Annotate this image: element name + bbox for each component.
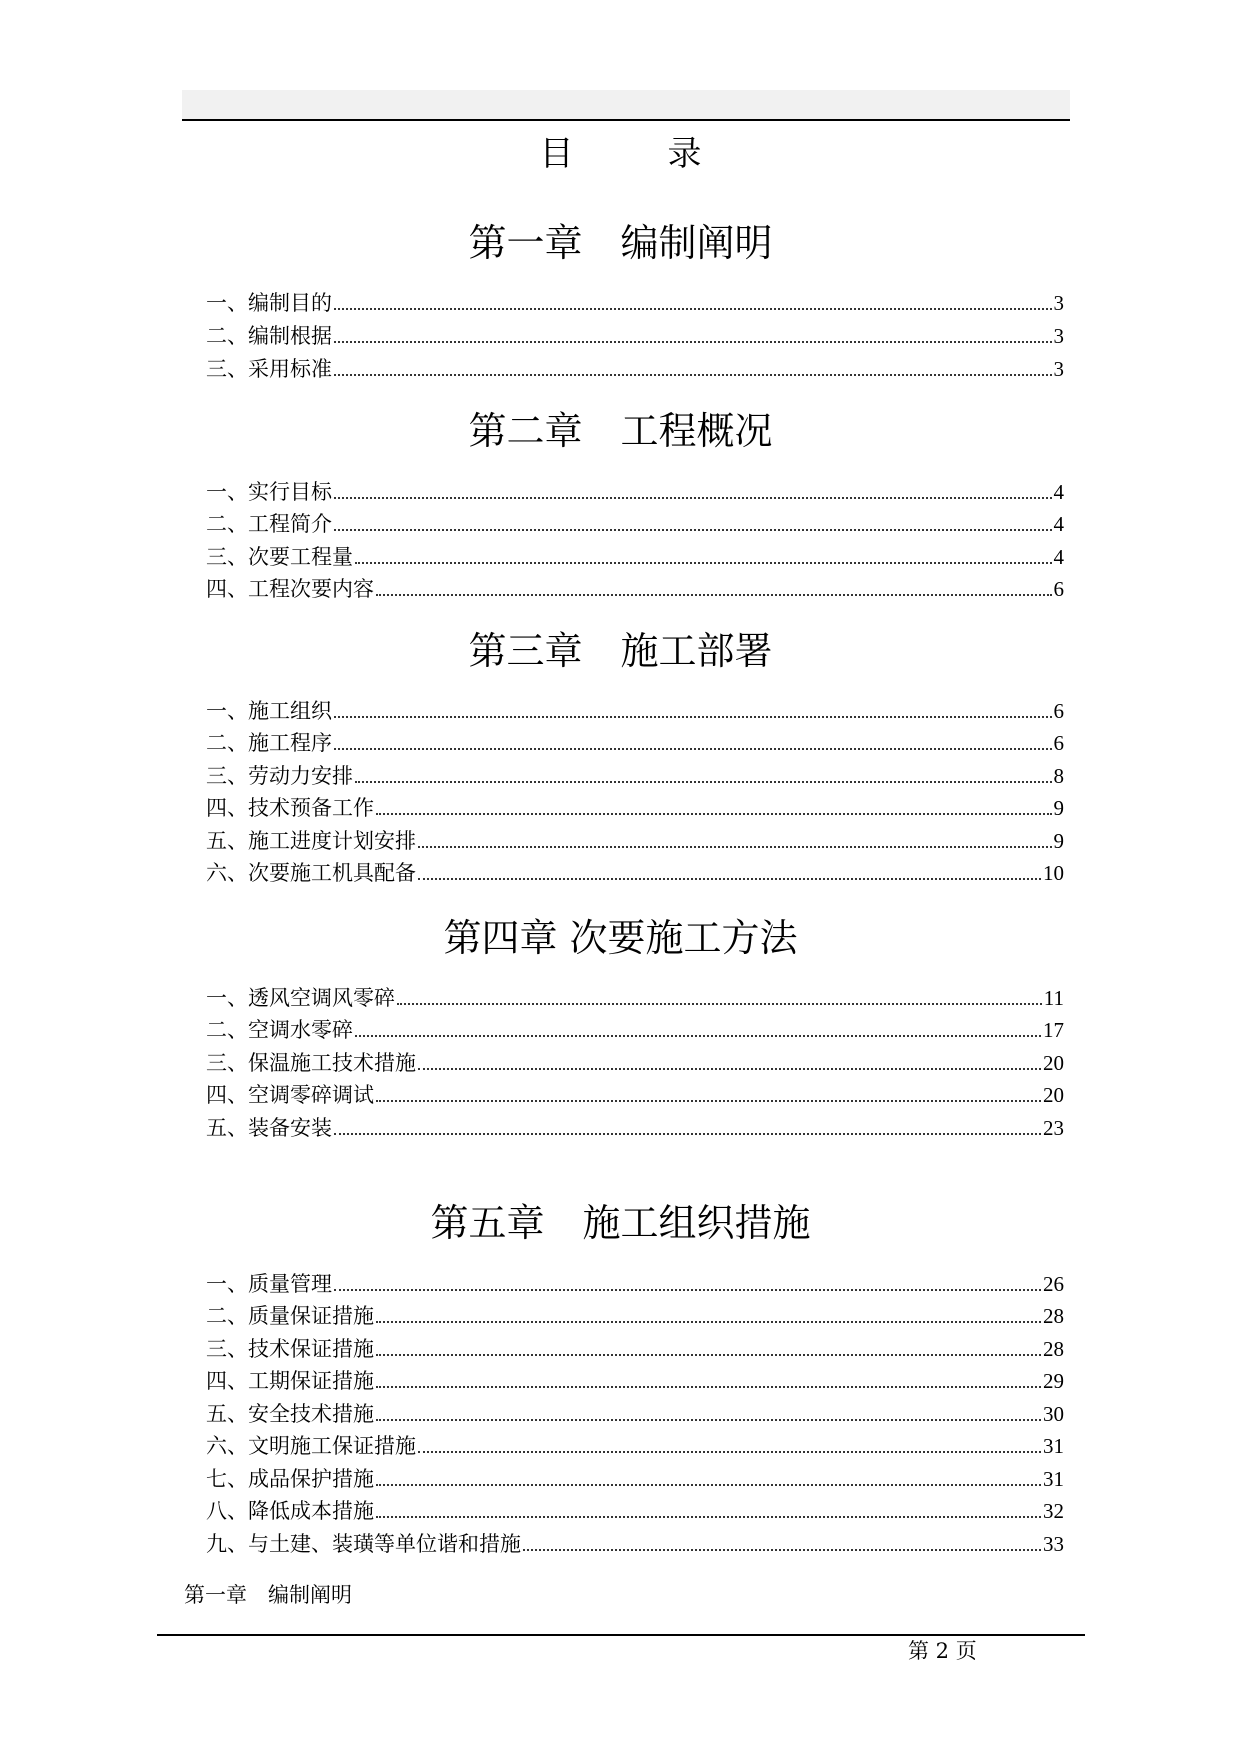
toc-leader-dots (523, 1549, 1041, 1551)
toc-entry[interactable] (206, 694, 1064, 724)
toc-entry-page: 28 (1043, 1304, 1064, 1328)
toc-leader-dots (334, 748, 1052, 750)
toc-leader-dots (376, 1516, 1041, 1518)
toc-entry[interactable] (206, 1299, 1064, 1329)
toc-leader-dots (376, 1354, 1041, 1356)
toc-entry-page: 6 (1053, 577, 1064, 601)
toc-leader-dots (418, 1451, 1041, 1453)
toc-entry[interactable] (206, 1046, 1064, 1076)
toc-leader-dots (334, 308, 1052, 310)
toc-leader-dots (355, 1035, 1041, 1037)
toc-entry-page: 31 (1043, 1434, 1064, 1458)
toc-entry-label: 四、工程次要内容 (206, 577, 374, 601)
toc-entry-page: 30 (1043, 1402, 1064, 1426)
toc-entry[interactable] (206, 1332, 1064, 1362)
toc-entry-page: 17 (1043, 1018, 1064, 1042)
toc-entry-page: 23 (1043, 1116, 1064, 1140)
toc-leader-dots (376, 1321, 1041, 1323)
toc-entry[interactable] (206, 726, 1064, 756)
toc-entry[interactable] (206, 352, 1064, 382)
toc-leader-dots (376, 594, 1052, 596)
toc-entry-label: 二、施工程序 (206, 731, 332, 755)
toc-entry-label: 五、安全技术措施 (206, 1402, 374, 1426)
toc-entry[interactable] (206, 759, 1064, 789)
toc-entry-page: 20 (1043, 1051, 1064, 1075)
toc-leader-dots (334, 529, 1052, 531)
toc-entry[interactable] (206, 540, 1064, 570)
toc-entry[interactable] (206, 981, 1064, 1011)
toc-entry[interactable] (206, 507, 1064, 537)
toc-entry-label: 七、成品保护措施 (206, 1467, 374, 1491)
toc-leader-dots (376, 1484, 1041, 1486)
toc-entry-page: 3 (1053, 357, 1064, 381)
toc-entry-page: 32 (1043, 1499, 1064, 1523)
toc-entry-page: 33 (1043, 1532, 1064, 1556)
toc-leader-dots (334, 1133, 1041, 1135)
toc-entry-label: 四、技术预备工作 (206, 796, 374, 820)
toc-entry-label: 一、施工组织 (206, 699, 332, 723)
toc-leader-dots (418, 846, 1052, 848)
toc-entry-page: 9 (1053, 829, 1064, 853)
toc-entry[interactable] (206, 1397, 1064, 1427)
toc-entry-page: 4 (1053, 512, 1064, 536)
toc-entry-label: 三、采用标准 (206, 357, 332, 381)
toc-entry-page: 4 (1053, 545, 1064, 569)
toc-entry-label: 三、次要工程量 (206, 545, 353, 569)
toc-leader-dots (334, 497, 1052, 499)
toc-entry[interactable] (206, 1267, 1064, 1297)
toc-leader-dots (355, 781, 1052, 783)
toc-entry-page: 3 (1053, 324, 1064, 348)
toc-entry[interactable] (206, 475, 1064, 505)
toc-entry[interactable] (206, 1494, 1064, 1524)
toc-entry-label: 三、劳动力安排 (206, 764, 353, 788)
toc-entry-page: 11 (1043, 986, 1064, 1010)
footer-rule (157, 1634, 1085, 1636)
toc-entry-label: 四、工期保证措施 (206, 1369, 374, 1393)
toc-leader-dots (376, 813, 1052, 815)
toc-entry[interactable] (206, 572, 1064, 602)
toc-entry-label: 二、质量保证措施 (206, 1304, 374, 1328)
toc-entry-label: 五、装备安装 (206, 1116, 332, 1140)
toc-entry[interactable] (206, 1462, 1064, 1492)
toc-leader-dots (355, 562, 1052, 564)
toc-entry-page: 4 (1053, 480, 1064, 504)
toc-leader-dots (376, 1419, 1041, 1421)
toc-entry[interactable] (206, 824, 1064, 854)
toc-entry-label: 六、文明施工保证措施 (206, 1434, 416, 1458)
toc-entry-page: 8 (1053, 764, 1064, 788)
toc-entry[interactable] (206, 1527, 1064, 1557)
chapter-heading: 第五章 施工组织措施 (430, 1201, 811, 1245)
toc-entry-label: 二、空调水零碎 (206, 1018, 353, 1042)
toc-entry-label: 一、透风空调风零碎 (206, 986, 395, 1010)
toc-entry-page: 6 (1053, 731, 1064, 755)
header-band (182, 90, 1070, 120)
toc-entry-label: 二、编制根据 (206, 324, 332, 348)
toc-leader-dots (397, 1003, 1042, 1005)
toc-entry[interactable] (206, 1078, 1064, 1108)
toc-leader-dots (334, 716, 1052, 718)
toc-entry-label: 四、空调零碎调试 (206, 1083, 374, 1107)
toc-entry-label: 一、编制目的 (206, 291, 332, 315)
toc-entry-page: 28 (1043, 1337, 1064, 1361)
toc-entry[interactable] (206, 1013, 1064, 1043)
toc-entry-label: 六、次要施工机具配备 (206, 861, 416, 885)
toc-entry-label: 一、质量管理 (206, 1272, 332, 1296)
chapter-heading: 第一章 编制阐明 (468, 221, 773, 265)
toc-entry-label: 三、保温施工技术措施 (206, 1051, 416, 1075)
toc-leader-dots (334, 1289, 1041, 1291)
toc-leader-dots (334, 341, 1052, 343)
toc-title: 目 录 (539, 134, 732, 174)
toc-entry[interactable] (206, 1111, 1064, 1141)
toc-entry-page: 26 (1043, 1272, 1064, 1296)
toc-entry-page: 20 (1043, 1083, 1064, 1107)
toc-entry-label: 九、与土建、装璜等单位谐和措施 (206, 1532, 521, 1556)
toc-entry[interactable] (206, 1364, 1064, 1394)
chapter-heading: 第二章 工程概况 (468, 409, 773, 453)
page-number: 第 2 页 (908, 1639, 977, 1663)
toc-entry-page: 9 (1053, 796, 1064, 820)
toc-leader-dots (376, 1386, 1041, 1388)
chapter-heading: 第三章 施工部署 (468, 629, 773, 673)
toc-leader-dots (376, 1100, 1041, 1102)
toc-leader-dots (334, 374, 1052, 376)
toc-entry-label: 八、降低成本措施 (206, 1499, 374, 1523)
toc-entry-label: 五、施工进度计划安排 (206, 829, 416, 853)
toc-entry-label: 三、技术保证措施 (206, 1337, 374, 1361)
toc-leader-dots (418, 1068, 1041, 1070)
toc-entry-page: 3 (1053, 291, 1064, 315)
chapter-heading: 第四章 次要施工方法 (443, 916, 798, 960)
toc-entry[interactable] (206, 1429, 1064, 1459)
footer-chapter-text: 第一章 编制阐明 (184, 1583, 352, 1607)
toc-entry-page: 31 (1043, 1467, 1064, 1491)
toc-entry-page: 29 (1043, 1369, 1064, 1393)
toc-entry-label: 一、实行目标 (206, 480, 332, 504)
header-rule (182, 119, 1070, 121)
toc-entry-page: 6 (1053, 699, 1064, 723)
toc-entry[interactable] (206, 319, 1064, 349)
toc-entry[interactable] (206, 856, 1064, 886)
toc-entry[interactable] (206, 791, 1064, 821)
toc-entry[interactable] (206, 286, 1064, 316)
toc-entry-page: 10 (1043, 861, 1064, 885)
toc-leader-dots (418, 878, 1041, 880)
toc-entry-label: 二、工程简介 (206, 512, 332, 536)
